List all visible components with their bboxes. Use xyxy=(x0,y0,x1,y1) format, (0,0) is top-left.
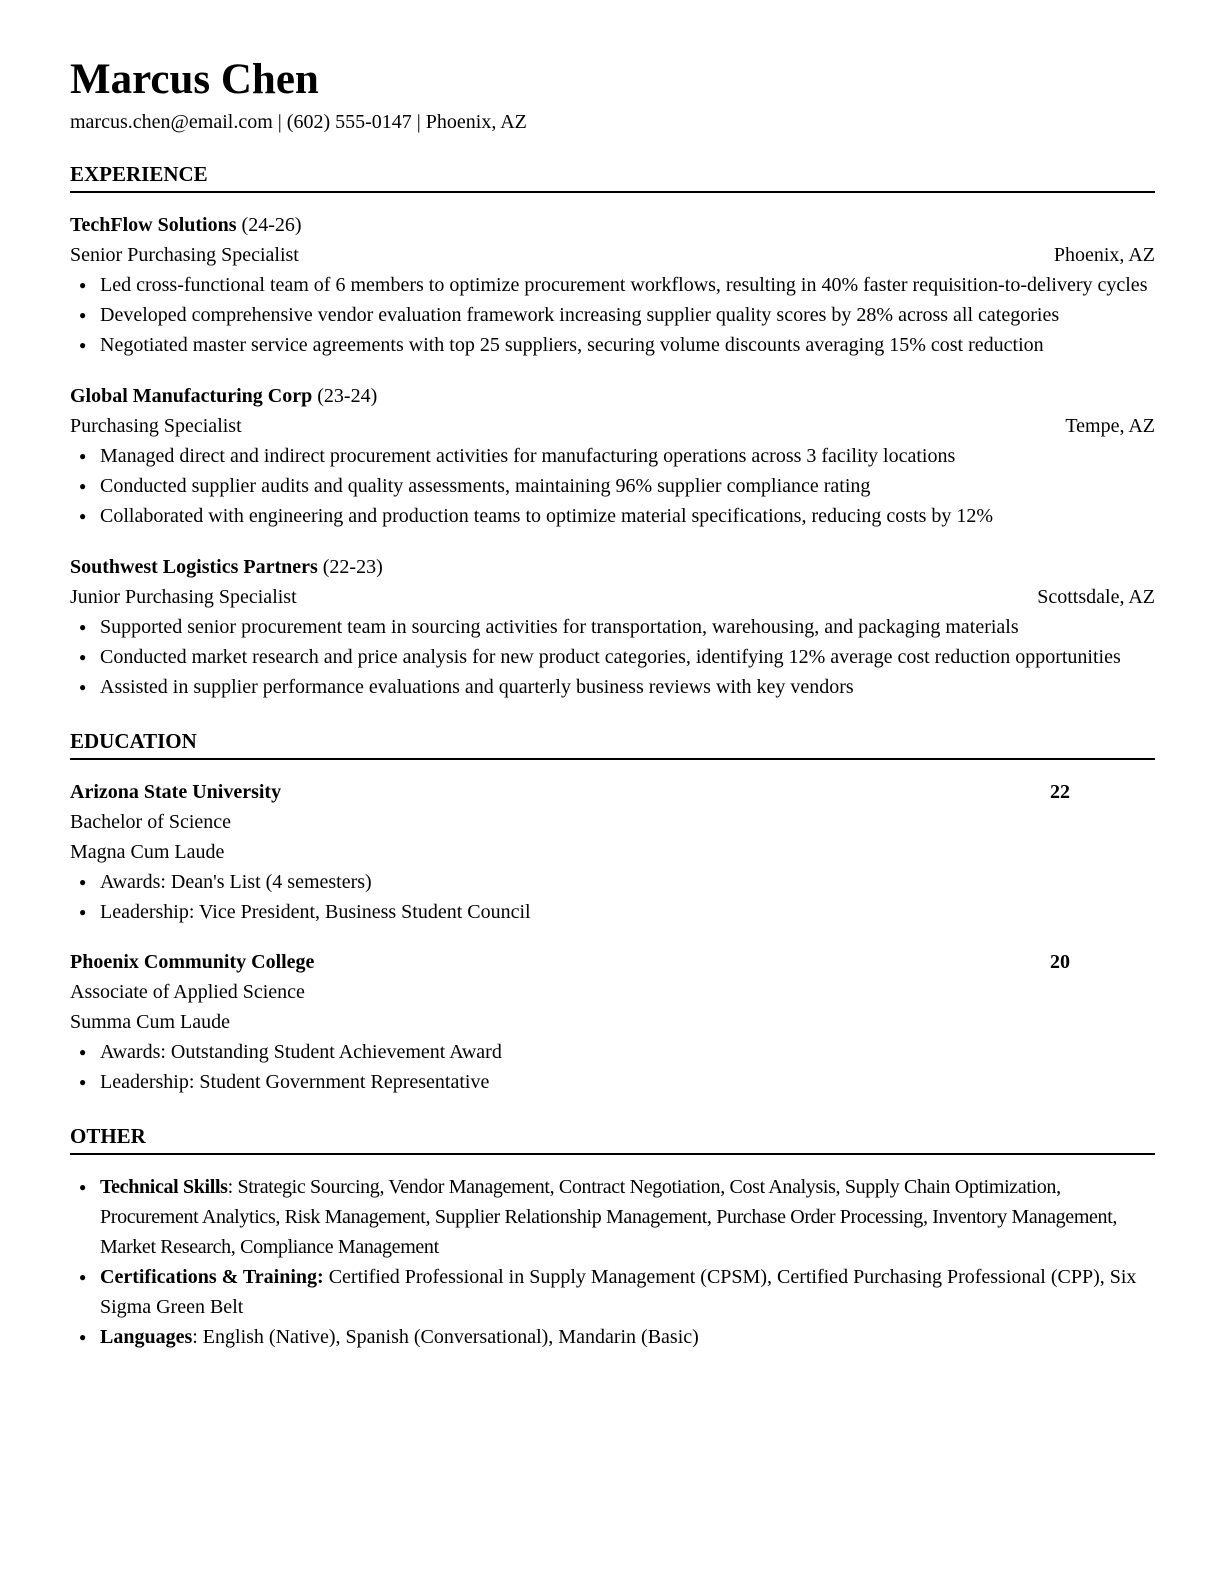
other-section xyxy=(70,1172,1155,1352)
bullet-text: Developed comprehensive vendor evaluation framework increasing supplier quality scores by 28% across all categories xyxy=(100,304,1060,327)
bullet-item xyxy=(70,867,1155,897)
bullet-icon: ● xyxy=(79,650,87,665)
company-name: Global Manufacturing Corp xyxy=(70,385,313,408)
bullet-icon: ● xyxy=(79,875,87,890)
job-entry-southwest-logistics xyxy=(70,552,1155,702)
bullet-text: Supported senior procurement team in sourcing activities for transportation, warehousing, and packaging materials xyxy=(100,616,1019,639)
education-bullet-list xyxy=(70,867,1155,927)
bullet-text: Collaborated with engineering and production teams to optimize material specifications, reducing costs by 12% xyxy=(100,505,994,528)
bullet-text: Leadership: Vice President, Business Student Council xyxy=(100,901,531,924)
bullet-detail: : English (Native), Spanish (Conversational), Mandarin (Basic) xyxy=(192,1326,699,1349)
bullet-item xyxy=(70,441,1155,471)
job-title: Junior Purchasing Specialist xyxy=(70,586,297,609)
bullet-icon: ● xyxy=(79,620,87,635)
bullet-item xyxy=(70,897,1155,927)
bullet-item xyxy=(70,471,1155,501)
education-bullet-list xyxy=(70,1037,1155,1097)
graduation-year: 22 xyxy=(1050,781,1070,804)
bullet-icon: ● xyxy=(79,905,87,920)
degree: Bachelor of Science xyxy=(70,811,232,834)
job-header xyxy=(70,381,1155,411)
bullet-item xyxy=(70,501,1155,531)
job-location: Phoenix, AZ xyxy=(1053,244,1155,267)
bullet-item-technical-skills xyxy=(70,1172,1155,1262)
bullet-text: Led cross-functional team of 6 members to optimize procurement workflows, resulting in 40% faster requisition-to-delivery cycles xyxy=(100,274,1148,297)
bullet-icon: ● xyxy=(79,1270,87,1285)
bullet-label: Languages xyxy=(100,1326,193,1349)
job-bullet-list xyxy=(70,612,1155,702)
bullet-text xyxy=(100,1262,1155,1322)
job-location: Scottsdale, AZ xyxy=(1037,586,1155,609)
school-header xyxy=(70,947,1155,977)
bullet-item xyxy=(70,612,1155,642)
bullet-icon: ● xyxy=(79,1330,87,1345)
job-subheader xyxy=(70,240,1155,270)
bullet-text xyxy=(100,1172,1155,1262)
honors: Summa Cum Laude xyxy=(70,1011,230,1034)
bullet-icon: ● xyxy=(79,338,87,353)
job-title: Senior Purchasing Specialist xyxy=(70,244,299,267)
education-entry-asu xyxy=(70,777,1155,927)
job-title: Purchasing Specialist xyxy=(70,415,242,438)
bullet-icon: ● xyxy=(79,308,87,323)
job-dates: (24-26) xyxy=(241,214,302,237)
bullet-item-languages xyxy=(70,1322,1155,1352)
bullet-text: Assisted in supplier performance evaluations and quarterly business reviews with key vendors xyxy=(100,676,854,699)
bullet-icon: ● xyxy=(79,1180,87,1195)
bullet-text: Leadership: Student Government Representative xyxy=(100,1071,490,1094)
job-subheader xyxy=(70,582,1155,612)
school-name: Phoenix Community College xyxy=(70,951,315,974)
job-entry-global-manufacturing xyxy=(70,381,1155,531)
bullet-icon: ● xyxy=(79,449,87,464)
experience-section xyxy=(70,210,1155,702)
bullet-icon: ● xyxy=(79,479,87,494)
resume-header xyxy=(70,56,1155,135)
bullet-item-certifications xyxy=(70,1262,1155,1322)
job-dates: (22-23) xyxy=(322,556,383,579)
bullet-label: Certifications & Training: xyxy=(100,1266,324,1289)
graduation-year: 20 xyxy=(1050,951,1070,974)
bullet-item xyxy=(70,1037,1155,1067)
bullet-text: Conducted market research and price analysis for new product categories, identifying 12% average cost reduction opportunities xyxy=(100,646,1121,669)
company-name: Southwest Logistics Partners xyxy=(70,556,318,579)
person-name: Marcus Chen xyxy=(70,56,319,103)
bullet-icon: ● xyxy=(79,1045,87,1060)
job-header xyxy=(70,552,1155,582)
school-name: Arizona State University xyxy=(70,781,282,804)
other-bullet-list xyxy=(70,1172,1155,1352)
honors: Magna Cum Laude xyxy=(70,841,225,864)
bullet-item xyxy=(70,270,1155,300)
bullet-item xyxy=(70,1067,1155,1097)
bullet-text: Managed direct and indirect procurement activities for manufacturing operations across 3 facility locations xyxy=(100,445,956,468)
bullet-detail: Certified Professional in Supply Management (CPSM), Certified Purchasing Professional (CPP), Six Sigma Green Belt xyxy=(100,1266,1137,1319)
bullet-icon: ● xyxy=(79,680,87,695)
section-heading-experience: EXPERIENCE xyxy=(70,162,1155,193)
education-entry-pcc xyxy=(70,947,1155,1097)
section-heading-education: EDUCATION xyxy=(70,729,1155,760)
bullet-label: Technical Skills xyxy=(100,1176,228,1199)
bullet-item xyxy=(70,642,1155,672)
job-subheader xyxy=(70,411,1155,441)
job-dates: (23-24) xyxy=(317,385,378,408)
bullet-item xyxy=(70,330,1155,360)
bullet-text: Negotiated master service agreements with top 25 suppliers, securing volume discounts averaging 15% cost reduction xyxy=(100,334,1044,357)
job-location: Tempe, AZ xyxy=(1065,415,1155,438)
school-header xyxy=(70,777,1155,807)
bullet-text: Conducted supplier audits and quality assessments, maintaining 96% supplier compliance rating xyxy=(100,475,871,498)
bullet-item xyxy=(70,300,1155,330)
bullet-text: Awards: Dean's List (4 semesters) xyxy=(100,871,372,894)
degree: Associate of Applied Science xyxy=(70,981,305,1004)
bullet-icon: ● xyxy=(79,1075,87,1090)
section-heading-other: OTHER xyxy=(70,1124,1155,1155)
job-entry-techflow xyxy=(70,210,1155,360)
company-name: TechFlow Solutions xyxy=(70,214,237,237)
job-header xyxy=(70,210,1155,240)
bullet-detail: : Strategic Sourcing, Vendor Management, Contract Negotiation, Cost Analysis, Supply Chain Optimization, Procurement Analytics, Risk Management, Supplier Relationship Management, Purchase Order Processing, Inventory Management, Market Research, Compliance Management xyxy=(100,1176,1118,1259)
bullet-text xyxy=(100,1322,1155,1352)
job-bullet-list xyxy=(70,270,1155,360)
education-section xyxy=(70,777,1155,1097)
bullet-icon: ● xyxy=(79,278,87,293)
job-bullet-list xyxy=(70,441,1155,531)
bullet-text: Awards: Outstanding Student Achievement Award xyxy=(100,1041,502,1064)
contact-line: marcus.chen@email.com | (602) 555-0147 | Phoenix, AZ xyxy=(70,111,527,134)
bullet-icon: ● xyxy=(79,509,87,524)
bullet-item xyxy=(70,672,1155,702)
